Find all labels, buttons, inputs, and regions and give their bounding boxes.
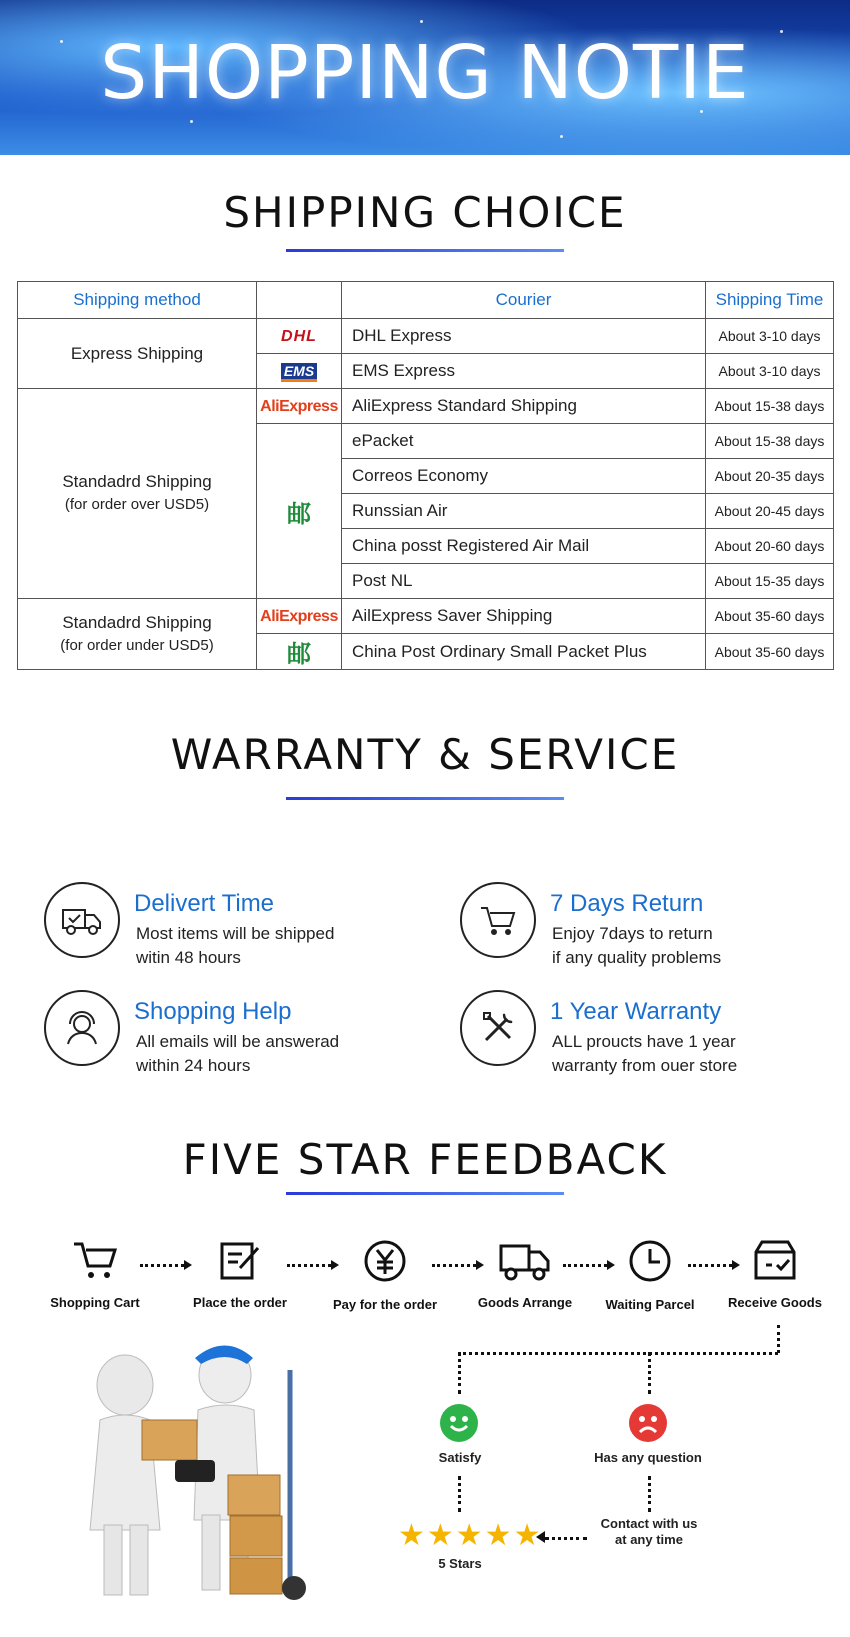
service-desc xyxy=(136,922,426,970)
aliexpress-logo-text: AliExpress xyxy=(260,608,338,625)
step-label: Pay for the order xyxy=(332,1297,438,1312)
ems-logo-text: EMS xyxy=(281,363,317,382)
satisfy-label: Satisfy xyxy=(438,1450,482,1465)
method-label: Standadrd Shipping xyxy=(62,472,212,491)
courier-cell: Runssian Air xyxy=(342,494,706,529)
cart-icon xyxy=(460,882,536,958)
step-label: Place the order xyxy=(193,1295,287,1310)
service-desc-line: Most items will be shipped xyxy=(136,924,335,943)
star-dot xyxy=(420,20,423,23)
step-label: Waiting Parcel xyxy=(605,1297,695,1312)
courier-cell: China Post Ordinary Small Packet Plus xyxy=(342,634,706,670)
table-row xyxy=(18,389,834,424)
step-label: Receive Goods xyxy=(728,1295,822,1310)
step-pay-order xyxy=(320,1238,450,1312)
section-title-feedback: FIVE STAR FEEDBACK xyxy=(182,1135,668,1184)
tools-icon xyxy=(460,990,536,1066)
package-check-icon xyxy=(752,1238,798,1282)
table-header-row xyxy=(18,282,834,319)
time-cell: About 35-60 days xyxy=(706,599,834,634)
service-title: 1 Year Warranty xyxy=(550,998,722,1025)
courier-cell: EMS Express xyxy=(342,354,706,389)
clock-icon xyxy=(627,1238,673,1284)
five-stars-icon: ★★★★★ xyxy=(398,1519,543,1552)
china-post-icon: 邮 xyxy=(287,641,311,668)
courier-cell: China posst Registered Air Mail xyxy=(342,529,706,564)
contact-label xyxy=(588,1516,710,1548)
header-method: Shipping method xyxy=(18,282,257,319)
courier-cell: ePacket xyxy=(342,424,706,459)
stars-label: 5 Stars xyxy=(438,1556,482,1571)
service-delivery xyxy=(44,882,424,967)
yuan-coin-icon xyxy=(362,1238,408,1284)
table-row xyxy=(18,319,834,354)
title-underline xyxy=(286,249,564,252)
happy-face-icon xyxy=(440,1404,478,1442)
sad-face-icon xyxy=(629,1404,667,1442)
service-title: 7 Days Return xyxy=(550,890,704,917)
step-label: Shopping Cart xyxy=(50,1295,140,1310)
header-logo xyxy=(257,282,342,319)
service-desc-line: within 24 hours xyxy=(136,1056,251,1075)
method-cell xyxy=(18,599,257,670)
banner-title: SHOPPING NOTIE xyxy=(100,30,750,116)
step-place-order xyxy=(175,1238,305,1310)
time-cell: About 20-60 days xyxy=(706,529,834,564)
star-dot xyxy=(560,135,563,138)
cart-icon xyxy=(72,1238,118,1282)
title-underline xyxy=(286,1192,564,1195)
step-waiting-parcel xyxy=(585,1238,715,1312)
service-desc xyxy=(136,1030,426,1078)
title-underline xyxy=(286,797,564,800)
arrow-left-icon xyxy=(536,1531,545,1543)
service-desc xyxy=(552,922,842,970)
courier-cell: Correos Economy xyxy=(342,459,706,494)
support-agent-icon xyxy=(44,990,120,1066)
edit-form-icon xyxy=(218,1238,262,1282)
china-post-logo xyxy=(257,424,342,599)
service-warranty xyxy=(460,990,840,1075)
star-dot xyxy=(190,120,193,123)
header-courier: Courier xyxy=(342,282,706,319)
service-desc-line: Enjoy 7days to return xyxy=(552,924,713,943)
flow-connector xyxy=(458,1352,778,1355)
service-desc-line: All emails will be answerad xyxy=(136,1032,340,1051)
courier-cell: DHL Express xyxy=(342,319,706,354)
aliexpress-logo-text: AliExpress xyxy=(260,398,338,415)
flow-connector xyxy=(458,1352,461,1394)
courier-cell: Post NL xyxy=(342,564,706,599)
banner xyxy=(0,0,850,155)
contact-line: at any time xyxy=(615,1532,683,1547)
aliexpress-logo xyxy=(257,389,342,424)
time-cell: About 20-35 days xyxy=(706,459,834,494)
time-cell: About 20-45 days xyxy=(706,494,834,529)
time-cell: About 15-35 days xyxy=(706,564,834,599)
time-cell: About 3-10 days xyxy=(706,354,834,389)
method-cell xyxy=(18,389,257,599)
step-label: Goods Arrange xyxy=(477,1295,573,1310)
service-desc-line: if any quality problems xyxy=(552,948,722,967)
contact-line: Contact with us xyxy=(600,1516,698,1531)
time-cell: About 3-10 days xyxy=(706,319,834,354)
service-help xyxy=(44,990,424,1075)
method-sub: (for order under USD5) xyxy=(60,636,214,654)
flow-connector xyxy=(648,1476,651,1512)
method-label: Standadrd Shipping xyxy=(62,612,212,632)
step-shopping-cart xyxy=(30,1238,160,1310)
flow-connector xyxy=(777,1325,780,1353)
service-title: Delivert Time xyxy=(134,890,275,917)
header-time: Shipping Time xyxy=(706,282,834,319)
dhl-logo xyxy=(257,319,342,354)
service-return xyxy=(460,882,840,967)
service-desc-line: warranty from ouer store xyxy=(552,1056,738,1075)
service-desc-line: ALL proucts have 1 year xyxy=(552,1032,736,1051)
method-label: Express Shipping xyxy=(70,343,204,363)
method-sub: (for order over USD5) xyxy=(64,496,210,513)
china-post-logo xyxy=(257,634,342,670)
courier-cell: AliExpress Standard Shipping xyxy=(342,389,706,424)
flow-connector xyxy=(545,1537,587,1540)
section-title-warranty: WARRANTY & SERVICE xyxy=(170,730,680,779)
dhl-logo-text: DHL xyxy=(281,328,317,345)
delivery-illustration xyxy=(80,1330,340,1610)
delivery-truck-icon xyxy=(44,882,120,958)
table-row xyxy=(18,599,834,634)
service-title: Shopping Help xyxy=(134,998,292,1025)
flow-connector xyxy=(648,1352,651,1394)
service-desc xyxy=(552,1030,842,1078)
time-cell: About 35-60 days xyxy=(706,634,834,670)
step-goods-arrange xyxy=(460,1238,590,1310)
time-cell: About 15-38 days xyxy=(706,389,834,424)
question-label: Has any question xyxy=(594,1450,702,1465)
method-cell xyxy=(18,319,257,389)
courier-cell: AilExpress Saver Shipping xyxy=(342,599,706,634)
shipping-table xyxy=(17,281,834,670)
aliexpress-logo xyxy=(257,599,342,634)
delivery-truck-icon xyxy=(498,1238,552,1282)
ems-logo xyxy=(257,354,342,389)
china-post-icon: 邮 xyxy=(287,500,311,528)
service-desc-line: witin 48 hours xyxy=(136,948,241,967)
step-receive-goods xyxy=(710,1238,840,1310)
flow-connector xyxy=(458,1476,461,1512)
time-cell: About 15-38 days xyxy=(706,424,834,459)
section-title-shipping: SHIPPING CHOICE xyxy=(223,188,627,237)
